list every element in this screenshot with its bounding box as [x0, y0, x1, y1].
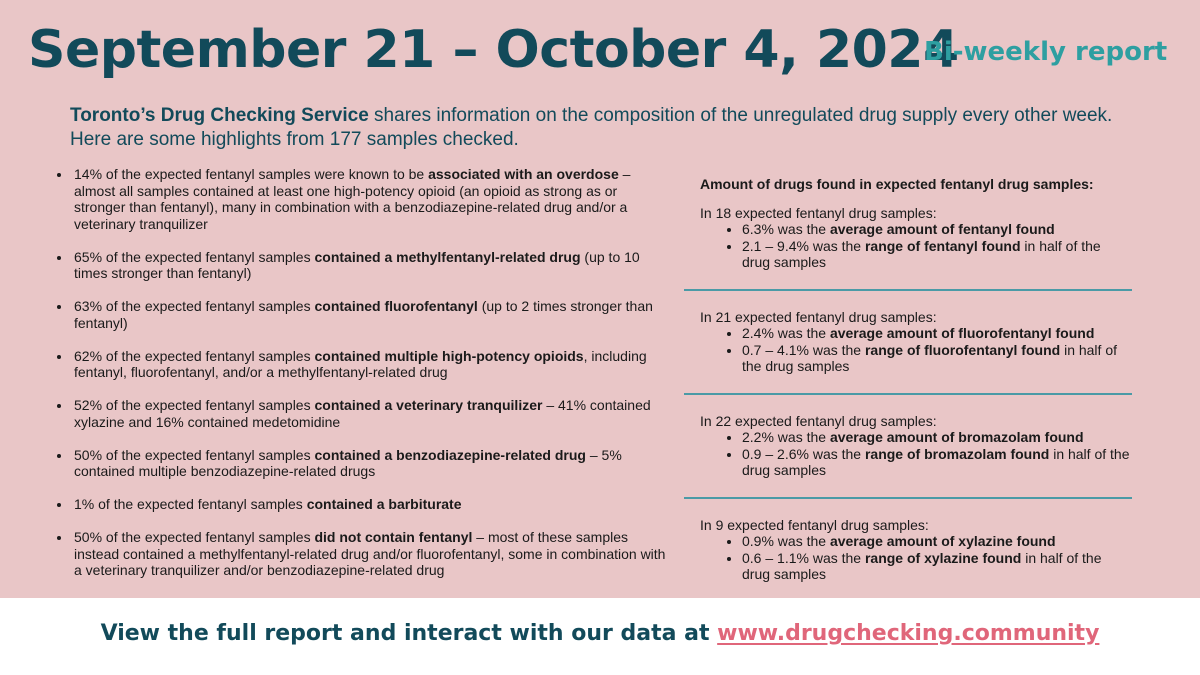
highlight-item: • 50% of the expected fentanyl samples contained a benzodiazepine-related drug – 5% contained multiple benzodiazepine-related drugs [72, 447, 672, 480]
amount-group-fluorofentanyl [684, 309, 1132, 375]
highlight-item: • 14% of the expected fentanyl samples were known to be associated with an overdose – almost all samples contained at least one high-potency opioid (an opioid as strong as or stronger than fentanyl), many in combination with a benzodiazepine-related drug and/or a veterinary tranquilizer [72, 166, 672, 232]
amounts-panel [684, 168, 1132, 583]
divider [684, 497, 1132, 499]
service-name: Toronto’s Drug Checking Service [70, 105, 369, 126]
group-intro: In 21 expected fentanyl drug samples: [700, 308, 937, 325]
report-title: September 21 – October 4, 2024 [28, 20, 959, 80]
group-list [700, 221, 1132, 271]
amounts-title: Amount of drugs found in expected fentanyl drug samples: [700, 176, 1094, 192]
intro-paragraph [70, 104, 1150, 152]
group-list [700, 325, 1132, 375]
amount-group-bromazolam [684, 413, 1132, 479]
website-link[interactable]: www.drugchecking.community [717, 621, 1100, 646]
average-item: • 6.3% was the average amount of fentanyl found [742, 221, 1132, 238]
range-item: • 0.6 – 1.1% was the range of xylazine found in half of the drug samples [742, 550, 1132, 583]
highlights-list [54, 166, 672, 595]
highlight-item: • 1% of the expected fentanyl samples contained a barbiturate [72, 496, 672, 513]
report-subtitle: Bi-weekly report [924, 37, 1168, 67]
range-item: • 2.1 – 9.4% was the range of fentanyl found in half of the drug samples [742, 238, 1132, 271]
footer-text [0, 618, 1200, 650]
footer-label: View the full report and interact with our data at [100, 621, 718, 646]
group-intro: In 9 expected fentanyl drug samples: [700, 516, 929, 533]
highlight-item: • 63% of the expected fentanyl samples contained fluorofentanyl (up to 2 times stronger than fentanyl) [72, 298, 672, 331]
group-list [700, 429, 1132, 479]
highlight-item: • 50% of the expected fentanyl samples did not contain fentanyl – most of these samples instead contained a methylfentanyl-related drug and/or fluorofentanyl, some in combination with a veterinary tranquilizer and/or benzodiazepine-related drug [72, 529, 672, 579]
divider [684, 393, 1132, 395]
footer-bar [0, 598, 1200, 675]
average-item: • 2.2% was the average amount of bromazolam found [742, 429, 1132, 446]
group-intro: In 18 expected fentanyl drug samples: [700, 204, 937, 221]
range-item: • 0.7 – 4.1% was the range of fluorofentanyl found in half of the drug samples [742, 342, 1132, 375]
intro-text: shares information on the composition of the unregulated drug supply every other week. Here are some highlights from 177 samples checked. [70, 105, 1113, 150]
highlight-item: • 65% of the expected fentanyl samples contained a methylfentanyl-related drug (up to 10 times stronger than fentanyl) [72, 249, 672, 282]
amount-group-fentanyl [684, 205, 1132, 271]
range-item: • 0.9 – 2.6% was the range of bromazolam found in half of the drug samples [742, 446, 1132, 479]
group-list [700, 533, 1132, 583]
group-intro: In 22 expected fentanyl drug samples: [700, 412, 937, 429]
divider [684, 289, 1132, 291]
average-item: • 0.9% was the average amount of xylazine found [742, 533, 1132, 550]
average-item: • 2.4% was the average amount of fluorofentanyl found [742, 325, 1132, 342]
highlight-item: • 52% of the expected fentanyl samples contained a veterinary tranquilizer – 41% contained xylazine and 16% contained medetomidine [72, 397, 672, 430]
highlight-item: • 62% of the expected fentanyl samples contained multiple high-potency opioids, including fentanyl, fluorofentanyl, and/or a methylfentanyl-related drug [72, 348, 672, 381]
amount-group-xylazine [684, 517, 1132, 583]
